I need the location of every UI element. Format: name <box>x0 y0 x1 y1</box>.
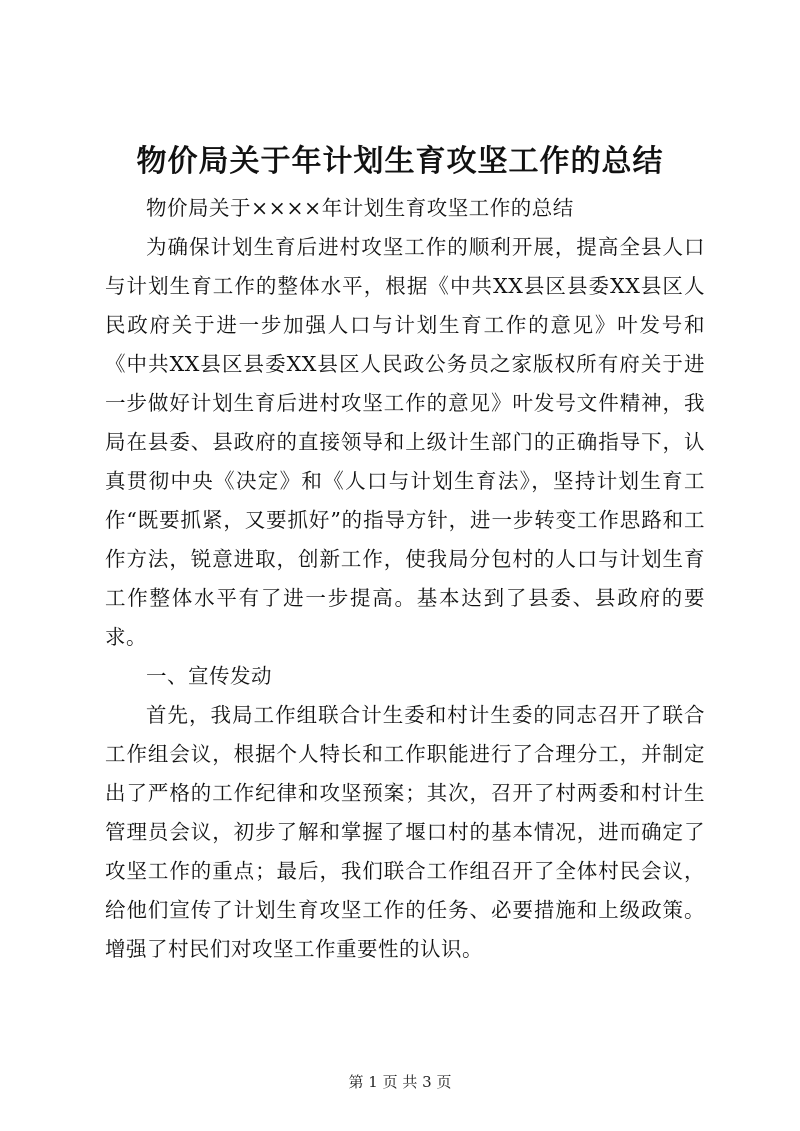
document-title: 物价局关于年计划生育攻坚工作的总结 <box>136 144 664 179</box>
section-heading: 一、宣传发动 <box>146 664 272 688</box>
subtitle-paragraph: 物价局关于××××年计划生育攻坚工作的总结 <box>146 196 574 220</box>
intro-paragraph: 为确保计划生育后进村攻坚工作的顺利开展，提高全县人口与计划生育工作的整体水平，根据《中共XX县区县委XX县区人民政府关于进一步加强人口与计划生育工作的意见》叶发号和《中共XX县区县委XX县区人民政公务员之家版权所有府关于进一步做好计划生育后进村攻坚工作的意见》叶发号文件精神，我局在县委、县政府的直接领导和上级计生部门的正确指导下，认真贯彻中央《决定》和《人口与计划生育法》，坚持计划生育工作“既要抓紧，又要抓好”的指导方针，进一步转变工作思路和工作方法，锐意进取，创新工作，使我局分包村的人口与计划生育工作整体水平有了进一步提高。基本达到了县委、县政府的要求。 <box>105 235 705 649</box>
section-paragraph: 首先，我局工作组联合计生委和村计生委的同志召开了联合工作组会议，根据个人特长和工作职能进行了合理分工，并制定出了严格的工作纪律和攻坚预案；其次，召开了村两委和村计生管理员会议，初步了解和掌握了堰口村的基本情况，进而确定了攻坚工作的重点；最后，我们联合工作组召开了全体村民会议，给他们宣传了计划生育攻坚工作的任务、必要措施和上级政策。增强了村民们对攻坚工作重要性的认识。 <box>105 703 705 961</box>
document-body <box>105 189 705 969</box>
page-number-footer: 第 1 页 共 3 页 <box>348 1073 452 1091</box>
